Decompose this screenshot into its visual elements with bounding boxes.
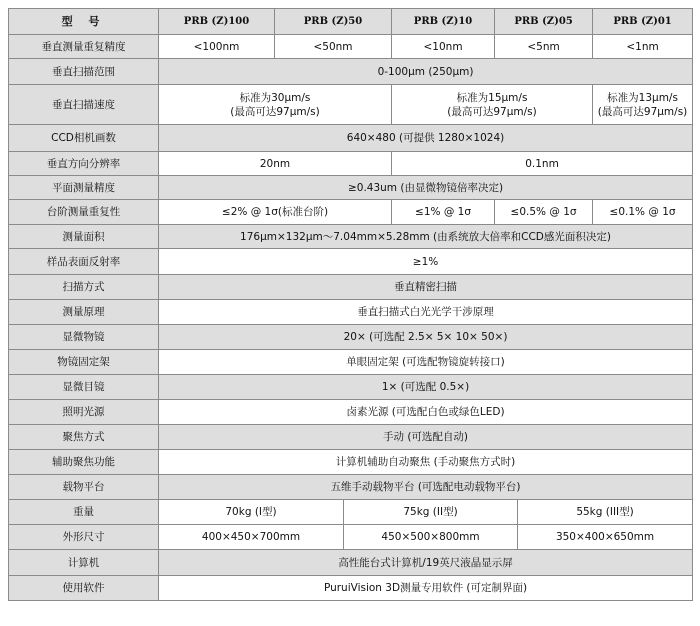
value-cell: 55kg (III型) [518, 500, 693, 525]
row-label: 显微物镜 [9, 325, 159, 350]
row-eyepiece [9, 375, 693, 400]
row-objective [9, 325, 693, 350]
row-label: 显微目镜 [9, 375, 159, 400]
value-line: 标准为30μm/s [239, 91, 311, 104]
row-label: 测量原理 [9, 300, 159, 325]
value-cell: <50nm [275, 35, 392, 59]
value-cell: 400×450×700mm [159, 525, 344, 550]
model-header-label: 型 号 [9, 9, 159, 35]
row-dimensions [9, 525, 693, 550]
row-focus-mode [9, 425, 693, 450]
row-label: 垂直扫描范围 [9, 59, 159, 85]
row-vertical-scan-range [9, 59, 693, 85]
spec-table [8, 8, 693, 601]
value-cell: 手动 (可选配自动) [159, 425, 693, 450]
row-weight [9, 500, 693, 525]
row-label: 载物平台 [9, 475, 159, 500]
value-line: (最高可达97μm/s) [447, 105, 537, 118]
value-cell: 75kg (II型) [344, 500, 518, 525]
row-label: 测量面积 [9, 225, 159, 249]
value-cell: <10nm [392, 35, 495, 59]
row-label: 扫描方式 [9, 275, 159, 300]
value-cell: ≤1% @ 1σ [392, 200, 495, 225]
row-planar-accuracy [9, 176, 693, 200]
value-line: 标准为15μm/s [456, 91, 528, 104]
model-prb-100: PRB (Z)100 [159, 9, 275, 35]
value-cell: <5nm [495, 35, 593, 59]
header-row [9, 9, 693, 35]
row-label: 垂直扫描速度 [9, 85, 159, 125]
value-cell [159, 85, 392, 125]
row-principle [9, 300, 693, 325]
row-label: 物镜固定架 [9, 350, 159, 375]
value-cell: 计算机辅助自动聚焦 (手动聚焦方式时) [159, 450, 693, 475]
row-label: 平面测量精度 [9, 176, 159, 200]
row-vertical-resolution [9, 152, 693, 176]
row-label: 垂直测量重复精度 [9, 35, 159, 59]
row-ccd-pixels [9, 125, 693, 152]
value-cell: 640×480 (可提供 1280×1024) [159, 125, 693, 152]
value-cell: 20nm [159, 152, 392, 176]
value-line: (最高可达97μm/s) [230, 105, 320, 118]
row-label: 垂直方向分辨率 [9, 152, 159, 176]
row-objective-mount [9, 350, 693, 375]
value-cell: ≤0.5% @ 1σ [495, 200, 593, 225]
value-cell: 20× (可选配 2.5× 5× 10× 50×) [159, 325, 693, 350]
value-cell: 350×400×650mm [518, 525, 693, 550]
value-cell [593, 85, 693, 125]
value-cell: 1× (可选配 0.5×) [159, 375, 693, 400]
row-step-repeatability [9, 200, 693, 225]
value-cell: 0.1nm [392, 152, 693, 176]
row-light-source [9, 400, 693, 425]
row-vertical-scan-speed [9, 85, 693, 125]
row-measure-area [9, 225, 693, 249]
model-prb-01: PRB (Z)01 [593, 9, 693, 35]
model-prb-05: PRB (Z)05 [495, 9, 593, 35]
row-stage [9, 475, 693, 500]
row-scan-mode [9, 275, 693, 300]
value-cell: ≥1% [159, 249, 693, 275]
row-label: 照明光源 [9, 400, 159, 425]
value-cell: 卤素光源 (可选配白色或绿色LED) [159, 400, 693, 425]
value-cell: ≥0.43um (由显微物镜倍率决定) [159, 176, 693, 200]
row-label: 重量 [9, 500, 159, 525]
row-vertical-repeatability [9, 35, 693, 59]
value-line: 标准为13μm/s [607, 91, 678, 104]
value-cell: 高性能台式计算机/19英尺液晶显示屏 [159, 550, 693, 576]
row-label: 台阶测量重复性 [9, 200, 159, 225]
row-label: 聚焦方式 [9, 425, 159, 450]
row-label: CCD相机画数 [9, 125, 159, 152]
value-cell: 450×500×800mm [344, 525, 518, 550]
model-prb-10: PRB (Z)10 [392, 9, 495, 35]
value-cell: ≤0.1% @ 1σ [593, 200, 693, 225]
value-cell: 垂直精密扫描 [159, 275, 693, 300]
value-cell: 176μm×132μm～7.04mm×5.28mm (由系统放大倍率和CCD感光面积决定) [159, 225, 693, 249]
value-cell: 单眼固定架 (可选配物镜旋转接口) [159, 350, 693, 375]
model-prb-50: PRB (Z)50 [275, 9, 392, 35]
value-cell: 0-100μm (250μm) [159, 59, 693, 85]
value-cell: ≤2% @ 1σ(标准台阶) [159, 200, 392, 225]
row-label: 外形尺寸 [9, 525, 159, 550]
value-cell: PuruiVision 3D测量专用软件 (可定制界面) [159, 576, 693, 601]
value-cell [392, 85, 593, 125]
value-cell: 五维手动载物平台 (可选配电动载物平台) [159, 475, 693, 500]
row-label: 计算机 [9, 550, 159, 576]
row-software [9, 576, 693, 601]
value-line: (最高可达97μm/s) [597, 105, 688, 118]
row-label: 使用软件 [9, 576, 159, 601]
value-cell: 垂直扫描式白光光学干涉原理 [159, 300, 693, 325]
row-label: 辅助聚焦功能 [9, 450, 159, 475]
row-assist-focus [9, 450, 693, 475]
value-cell: <100nm [159, 35, 275, 59]
value-cell: <1nm [593, 35, 693, 59]
value-cell: 70kg (I型) [159, 500, 344, 525]
row-reflectivity [9, 249, 693, 275]
row-computer [9, 550, 693, 576]
row-label: 样品表面反射率 [9, 249, 159, 275]
